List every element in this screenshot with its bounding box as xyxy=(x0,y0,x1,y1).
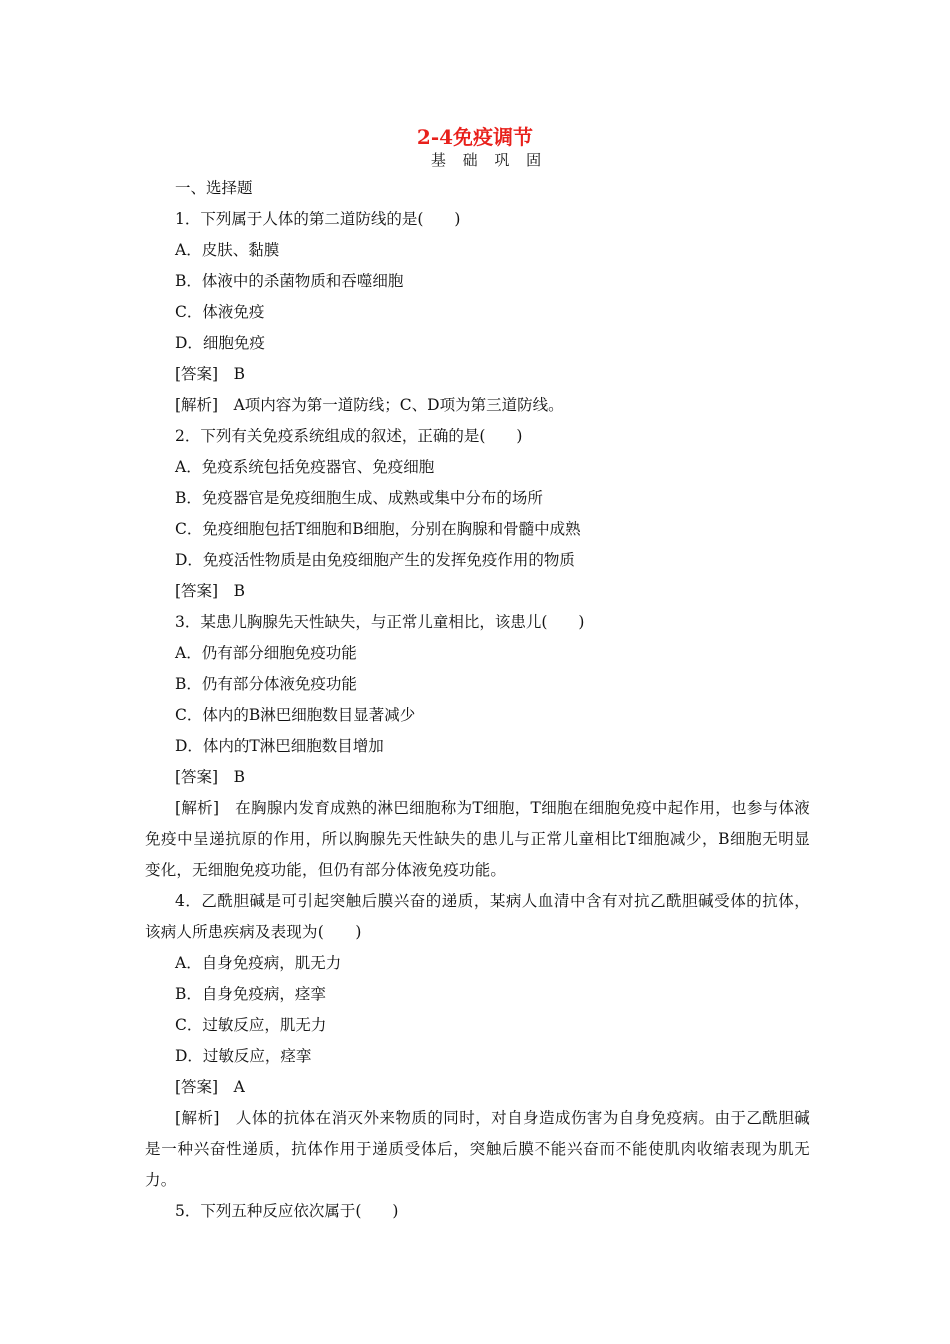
answer-line: [答案] A xyxy=(175,1078,245,1096)
question-stem: 5．下列五种反应依次属于( ) xyxy=(175,1202,399,1220)
question-stem: 1．下列属于人体的第二道防线的是( ) xyxy=(175,210,461,228)
question-option: A．自身免疫病，肌无力 xyxy=(175,954,342,972)
answer-line: [答案] B xyxy=(175,582,245,600)
question-option: B．自身免疫病，痉挛 xyxy=(175,985,326,1003)
page-title: 2-4免疫调节 xyxy=(416,125,534,149)
analysis-line: [解析] A项内容为第一道防线；C、D项为第三道防线。 xyxy=(175,396,564,414)
document-body xyxy=(145,173,810,1227)
analysis-paragraph: [解析] 在胸腺内发育成熟的淋巴细胞称为T细胞，T细胞在细胞免疫中起作用，也参与体液免疫中呈递抗原的作用，所以胸腺先天性缺失的患儿与正常儿童相比T细胞减少，B细胞无明显变化，无细胞免疫功能，但仍有部分体液免疫功能。 xyxy=(145,799,810,879)
question-option: D．免疫活性物质是由免疫细胞产生的发挥免疫作用的物质 xyxy=(175,551,575,569)
analysis-paragraph: [解析] 人体的抗体在消灭外来物质的同时，对自身造成伤害为自身免疫病。由于乙酰胆碱是一种兴奋性递质，抗体作用于递质受体后，突触后膜不能兴奋而不能使肌肉收缩表现为肌无力。 xyxy=(145,1109,810,1189)
question-option: C．免疫细胞包括T细胞和B细胞，分别在胸腺和骨髓中成熟 xyxy=(175,520,581,538)
question-option: B．仍有部分体液免疫功能 xyxy=(175,675,357,693)
question-option: D．体内的T淋巴细胞数目增加 xyxy=(175,737,384,755)
question-option: C．过敏反应，肌无力 xyxy=(175,1016,327,1034)
question-option: C．体液免疫 xyxy=(175,303,265,321)
question-stem: 4．乙酰胆碱是可引起突触后膜兴奋的递质，某病人血清中含有对抗乙酰胆碱受体的抗体，该病人所患疾病及表现为( ) xyxy=(145,892,810,941)
answer-line: [答案] B xyxy=(175,365,245,383)
question-option: A．皮肤、黏膜 xyxy=(175,241,280,259)
section-heading: 一、选择题 xyxy=(175,179,253,197)
question-option: D．过敏反应，痉挛 xyxy=(175,1047,312,1065)
question-option: C．体内的B淋巴细胞数目显著减少 xyxy=(175,706,416,724)
question-stem: 2．下列有关免疫系统组成的叙述，正确的是( ) xyxy=(175,427,523,445)
question-option: A．仍有部分细胞免疫功能 xyxy=(175,644,357,662)
question-option: B．体液中的杀菌物质和吞噬细胞 xyxy=(175,272,404,290)
question-option: A．免疫系统包括免疫器官、免疫细胞 xyxy=(175,458,435,476)
question-stem: 3．某患儿胸腺先天性缺失，与正常儿童相比，该患儿( ) xyxy=(175,613,585,631)
page-subtitle: 基 础 巩 固 xyxy=(430,151,548,169)
question-option: D．细胞免疫 xyxy=(175,334,265,352)
answer-line: [答案] B xyxy=(175,768,245,786)
question-option: B．免疫器官是免疫细胞生成、成熟或集中分布的场所 xyxy=(175,489,543,507)
